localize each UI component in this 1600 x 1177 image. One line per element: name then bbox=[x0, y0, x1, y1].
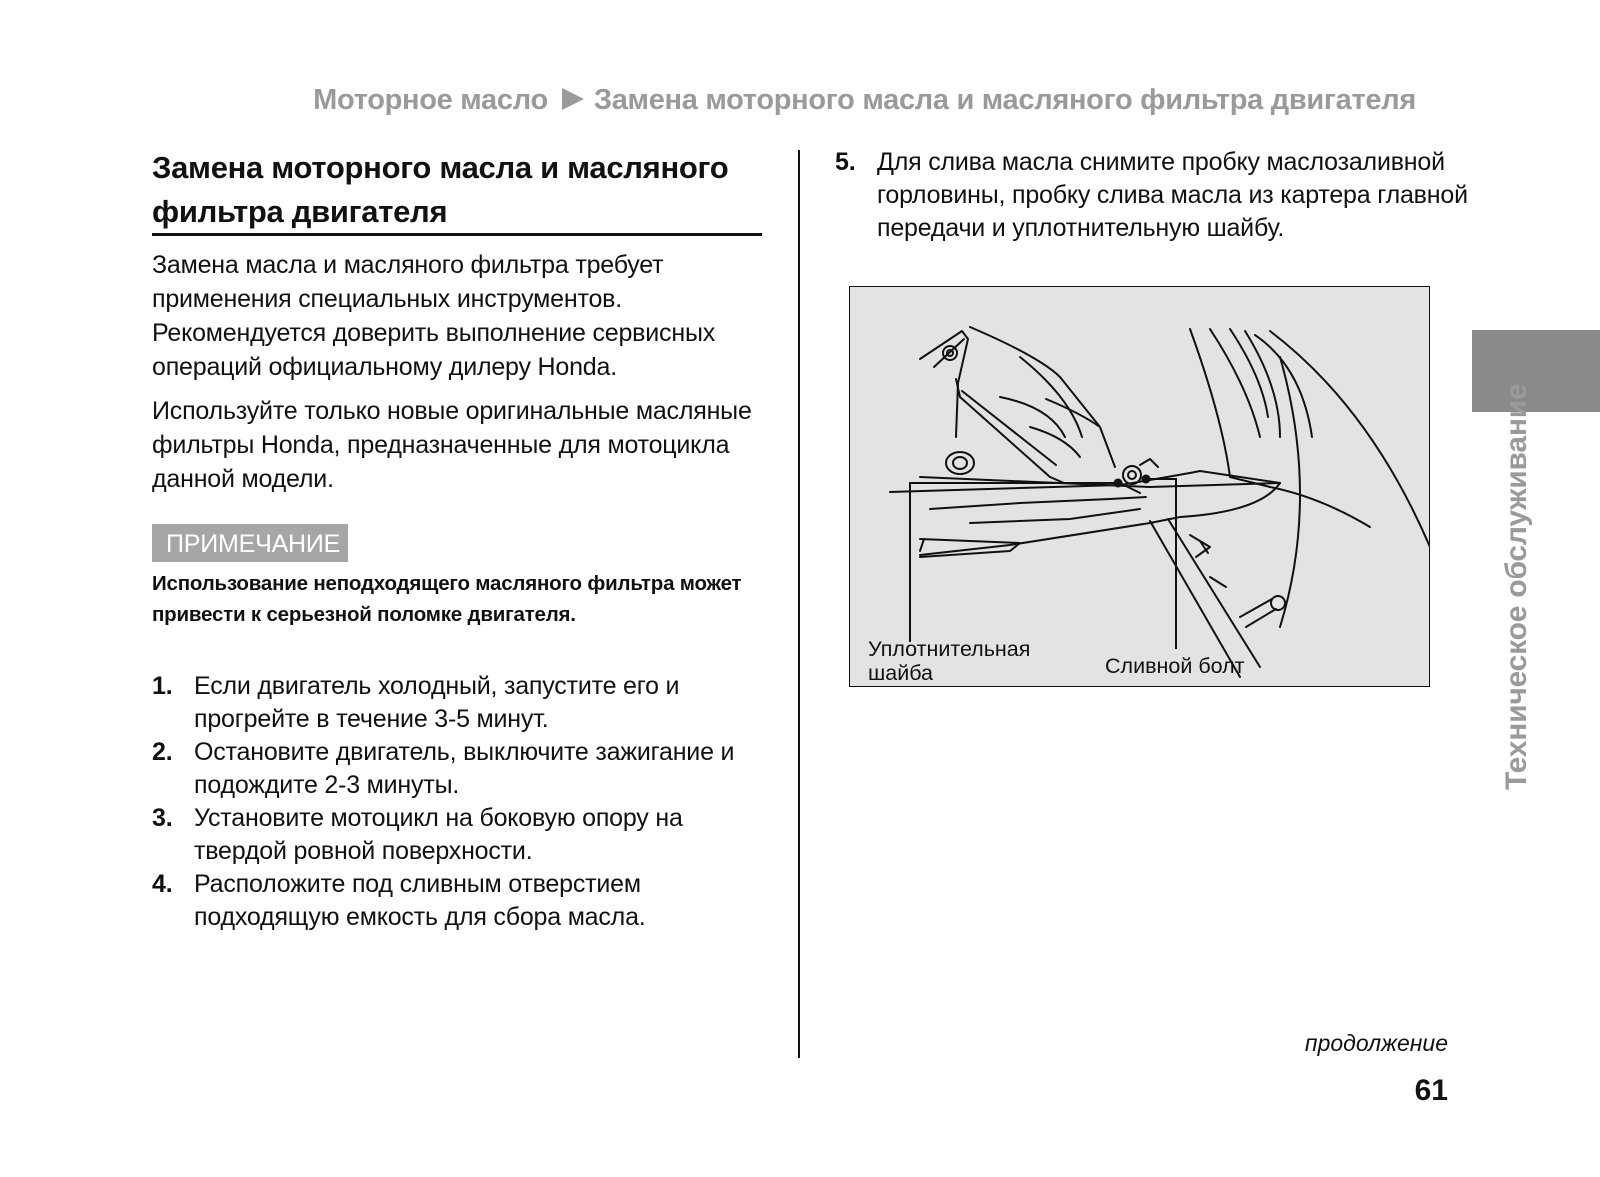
step-text: Расположите под сливным отверстием подходящую емкость для сбора масла. bbox=[194, 870, 646, 931]
step-2 bbox=[152, 736, 772, 802]
step-4 bbox=[152, 868, 772, 934]
step-5 bbox=[835, 146, 1477, 245]
step-text: Остановите двигатель, выключите зажигание и подождите 2-3 минуты. bbox=[194, 738, 735, 799]
step-text: Для слива масла снимите пробку маслозаливной горловины, пробку слива масла из картера главной передачи и уплотнительную шайбу. bbox=[877, 148, 1468, 242]
sealing-washer-label: Уплотнительная шайба bbox=[868, 637, 1031, 685]
intro-paragraph-1: Замена масла и масляного фильтра требует применения специальных инструментов. Рекомендуется доверить выполнение сервисных операций официальному дилеру Honda. bbox=[152, 251, 716, 381]
step-text: Установите мотоцикл на боковую опору на твердой ровной поверхности. bbox=[194, 804, 683, 865]
page-number: 61 bbox=[1414, 1074, 1448, 1107]
section-tab-marker bbox=[1472, 330, 1600, 412]
step-3 bbox=[152, 802, 772, 868]
breadcrumb-subsection: Замена моторного масла и масляного фильтра двигателя bbox=[593, 84, 1416, 116]
engine-underside-drawing bbox=[850, 287, 1430, 687]
drain-bolt-illustration bbox=[849, 286, 1430, 687]
step-number: 4. bbox=[152, 870, 173, 898]
step-number: 1. bbox=[152, 672, 173, 700]
note-text: Использование неподходящего масляного фильтра может привести к серьезной поломке двигателя. bbox=[152, 572, 742, 626]
breadcrumb-section: Моторное масло bbox=[313, 84, 548, 116]
note-label: ПРИМЕЧАНИЕ bbox=[152, 524, 348, 562]
step-number: 5. bbox=[835, 148, 856, 176]
drain-bolt-label: Сливной болт bbox=[1105, 654, 1245, 678]
page-title: Замена моторного масла и масляного фильтра двигателя bbox=[152, 150, 729, 229]
steps-list bbox=[152, 670, 772, 934]
step-number: 2. bbox=[152, 738, 173, 766]
step-text: Если двигатель холодный, запустите его и прогрейте в течение 3-5 минут. bbox=[194, 672, 680, 733]
section-tab-label: Техническое обслуживание bbox=[1500, 383, 1533, 790]
column-divider bbox=[798, 150, 800, 1058]
continued-label: продолжение bbox=[1304, 1030, 1448, 1056]
arrow-right-icon bbox=[562, 88, 584, 110]
intro-paragraph-2: Используйте только новые оригинальные масляные фильтры Honda, предназначенные для мотоцикла данной модели. bbox=[152, 397, 752, 493]
breadcrumb bbox=[313, 84, 1416, 117]
title-underline bbox=[152, 233, 762, 236]
step-number: 3. bbox=[152, 804, 173, 832]
step-1 bbox=[152, 670, 772, 736]
